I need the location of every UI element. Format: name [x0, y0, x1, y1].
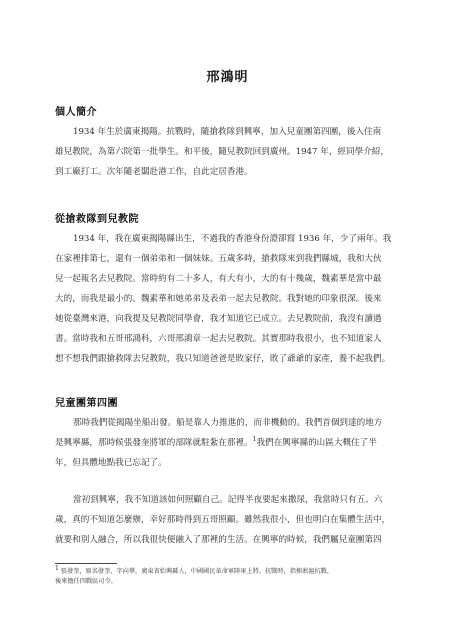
paragraph-line: 雄兒教院，為第六院第一批學生。和平後，隨兒教院回到廣州。1947 年，經同學介紹， [55, 147, 389, 157]
paragraph-line: 就要和別人融合，所以我很快便融入了那裡的生活。在興寧的時候，我們屬兒童團第四 [55, 535, 382, 545]
footnote-line: 後來擔任四戰區司令。 [55, 578, 117, 585]
section-body-childrens-troupe-a [55, 413, 401, 473]
paragraph-line: 書。當時我和五哥邢鴻科，六哥邢鴻章一起去兒教院。其實那時我很小，也不知道家人 [55, 334, 382, 344]
footnote-text: 張發奎，原名發奎，字向華，廣東省始興縣人，中國國民革命軍陸軍上將。抗戰時，指揮淞滬抗戰， [60, 568, 334, 575]
page-title: 邢鴻明 [206, 70, 249, 85]
section-body-rescue-team [55, 229, 401, 369]
footnote-line [55, 564, 401, 577]
section-body-childrens-troupe-b [55, 490, 401, 550]
paragraph-line: 1934 年，我在廣東揭陽縣出生，不過我的香港身份證卻寫 1936 年，少了兩年。我 [73, 234, 392, 244]
paragraph-line: 到工廠打工。次年隨老闆赴港工作，自此定居香港。 [55, 167, 253, 177]
paragraph-line: 她從臺灣來港，向我提及兒教院同學會，我才知道它已成立。去兒教院前，我沒有讀過 [55, 314, 382, 324]
paragraph-line: 1934 年生於廣東揭陽。抗戰時，隨搶救隊到興寧，加入兒童團第四團，後入住南 [73, 127, 382, 137]
paragraph-line: 在家裡排第七，還有一個弟弟和一個妹妹。五歲多時，搶救隊來到我們縣城，我和大伙 [55, 254, 382, 264]
paragraph-line: 年，但具體地點我已忘記了。 [55, 458, 167, 468]
paragraph-line: 當初到興寧，我不知道該如何照顧自己。記得半夜要起來撒尿，我當時只有五、六 [73, 495, 383, 505]
section-heading-rescue-team: 從搶救隊到兒教院 [55, 214, 139, 225]
paragraph-line: 那時我們從揭陽坐船出發。船是靠人力推進的，而非機動的。我們首個到達的地方 [73, 418, 383, 428]
section-heading-profile: 個人簡介 [55, 107, 97, 118]
paragraph-line: 歲，真的不知道怎麼辦，幸好那時得到五哥照顧。雖然我很小，但也明白在集體生活中， [55, 515, 391, 525]
section-body-profile [55, 122, 401, 182]
footnote-divider [55, 563, 117, 564]
footnote-marker: 1 [55, 564, 59, 572]
section-heading-childrens-troupe: 兒童團第四團 [55, 398, 118, 409]
paragraph-line: 想不想我們跟搶救隊去兒教院，我只知道爸爸是敗家仔，敗了爺爺的家產，養不起我們。 [55, 354, 391, 364]
paragraph-line [55, 433, 401, 453]
paragraph-line: 大的，而我是最小的。魏素華和她弟弟及表弟一起去兒教院。我對她的印象很深。後來 [55, 294, 382, 304]
paragraph-text: 是興寧縣，那時候張發奎將軍的部隊就駐紮在那裡。 [55, 438, 253, 448]
footnote-reference[interactable]: 1 [252, 436, 257, 444]
paragraph-line: 兒一起報名去兒教院。當時約有二十多人，有大有小，大的有十幾歲，魏素華是當中最 [55, 274, 382, 284]
paragraph-text: 我們在興寧縣的山區大概住了半 [256, 438, 377, 448]
footnote [55, 564, 401, 587]
